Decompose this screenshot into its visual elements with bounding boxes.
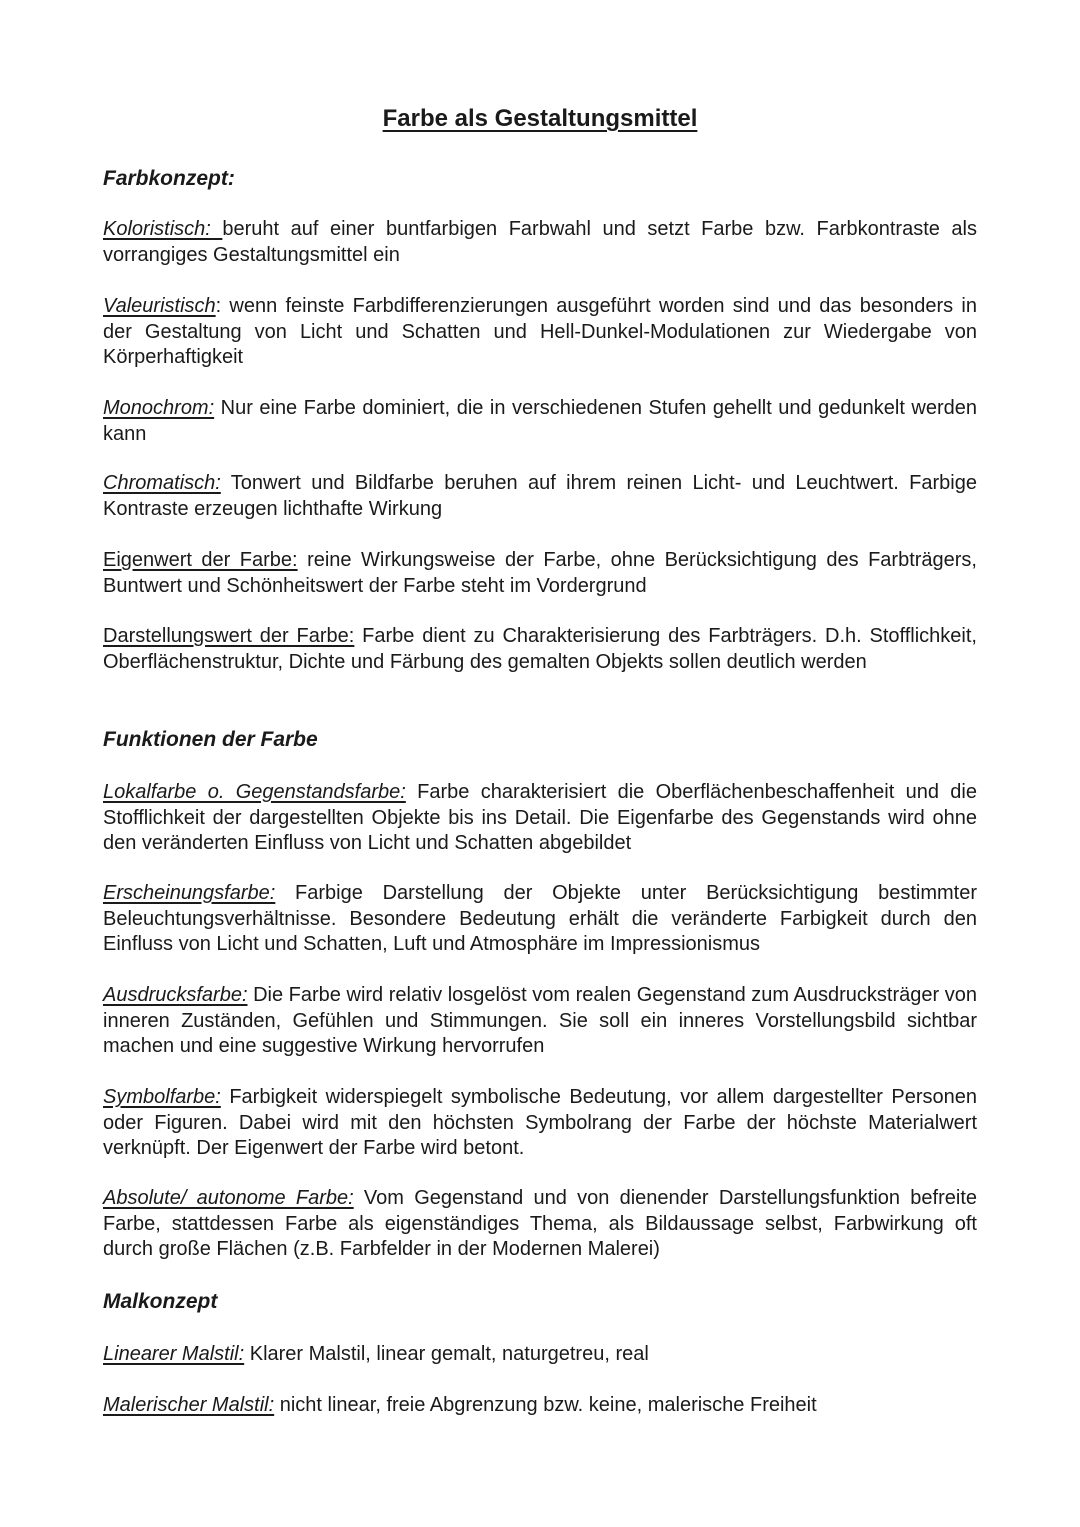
term-malerischer-malstil: Malerischer Malstil: [103, 1394, 275, 1416]
definition-text: Nur eine Farbe dominiert, die in verschiedenen Stufen gehellt und gedunkelt werden kann [103, 397, 977, 445]
definition-koloristisch [103, 217, 977, 268]
term-lokalfarbe: Lokalfarbe o. Gegenstandsfarbe: [103, 781, 406, 803]
term-chromatisch: Chromatisch: [103, 472, 221, 494]
term-darstellungswert: Darstellungswert der Farbe: [103, 625, 355, 647]
definition-ausdrucksfarbe [103, 983, 977, 1060]
term-linearer-malstil: Linearer Malstil: [103, 1343, 245, 1365]
definition-text: Tonwert und Bildfarbe beruhen auf ihrem reinen Licht- und Leuchtwert. Farbige Kontraste erzeugen lichthafte Wirkung [103, 472, 977, 520]
section-heading-funktionen: Funktionen der Farbe [103, 728, 318, 751]
definition-text: beruht auf einer buntfarbigen Farbwahl und setzt Farbe bzw. Farbkontraste als vorrangiges Gestaltungsmittel ein [103, 218, 977, 266]
section-heading-malkonzept: Malkonzept [103, 1290, 218, 1313]
term-absolute-farbe: Absolute/ autonome Farbe: [103, 1187, 354, 1209]
definition-eigenwert [103, 548, 977, 599]
definition-text: Farbe dient zu Charakterisierung des Farbträgers. D.h. Stofflichkeit, Oberflächenstruktur, Dichte und Färbung des gemalten Objekts sollen deutlich werden [103, 625, 977, 673]
definition-linearer-malstil [103, 1342, 977, 1368]
definition-text: Farbe charakterisiert die Oberflächenbeschaffenheit und die Stofflichkeit der dargestellten Objekte bis ins Detail. Die Eigenfarbe des Gegenstands wird ohne den veränderten Einfluss von Licht und Schatten abgebildet [103, 781, 977, 854]
definition-text: Farbige Darstellung der Objekte unter Berücksichtigung bestimmter Beleuchtungsverhältnisse. Besondere Bedeutung erhält die veränderte Farbigkeit durch den Einfluss von Licht und Schatten, Luft und Atmosphäre im Impressionismus [103, 882, 977, 955]
definition-chromatisch [103, 471, 977, 522]
term-ausdrucksfarbe: Ausdrucksfarbe: [103, 984, 248, 1006]
definition-text: Farbigkeit widerspiegelt symbolische Bedeutung, vor allem dargestellter Personen oder Figuren. Dabei wird mit den höchsten Symbolrang der Farbe der höchste Materialwert verknüpft. Der Eigenwert der Farbe wird betont. [103, 1086, 977, 1159]
term-eigenwert: Eigenwert der Farbe: [103, 549, 298, 571]
definition-erscheinungsfarbe [103, 881, 977, 958]
definition-text: Vom Gegenstand und von dienender Darstellungsfunktion befreite Farbe, stattdessen Farbe als eigenständiges Thema, als Bildaussage selbst, Farbwirkung oft durch große Flächen (z.B. Farbfelder in der Modernen Malerei) [103, 1187, 977, 1260]
term-monochrom: Monochrom: [103, 397, 215, 419]
definition-text: reine Wirkungsweise der Farbe, ohne Berücksichtigung des Farbträgers, Buntwert und Schönheitswert der Farbe steht im Vordergrund [103, 549, 977, 597]
definition-malerischer-malstil [103, 1393, 977, 1419]
definition-darstellungswert [103, 624, 977, 675]
page-title: Farbe als Gestaltungsmittel [382, 105, 698, 132]
definition-text: nicht linear, freie Abgrenzung bzw. keine, malerische Freiheit [274, 1394, 817, 1416]
definition-text: : wenn feinste Farbdifferenzierungen ausgeführt worden sind und das besonders in der Gestaltung von Licht und Schatten und Hell-Dunkel-Modulationen zur Wiedergabe von Körperhaftigkeit [103, 295, 977, 368]
term-valeuristisch: Valeuristisch [103, 295, 216, 317]
term-erscheinungsfarbe: Erscheinungsfarbe: [103, 882, 276, 904]
section-heading-farbkonzept: Farbkonzept: [103, 167, 235, 190]
term-symbolfarbe: Symbolfarbe: [103, 1086, 221, 1108]
definition-monochrom [103, 396, 977, 447]
definition-lokalfarbe [103, 780, 977, 857]
definition-text: Die Farbe wird relativ losgelöst vom realen Gegenstand zum Ausdrucksträger von inneren Zuständen, Gefühlen und Stimmungen. Sie soll ein inneres Vorstellungsbild sichtbar machen und eine suggestive Wirkung hervorrufen [103, 984, 977, 1057]
definition-symbolfarbe [103, 1085, 977, 1162]
term-koloristisch: Koloristisch: [103, 218, 223, 240]
definition-valeuristisch [103, 294, 977, 371]
definition-absolute-farbe [103, 1186, 977, 1263]
definition-text: Klarer Malstil, linear gemalt, naturgetreu, real [244, 1343, 649, 1365]
